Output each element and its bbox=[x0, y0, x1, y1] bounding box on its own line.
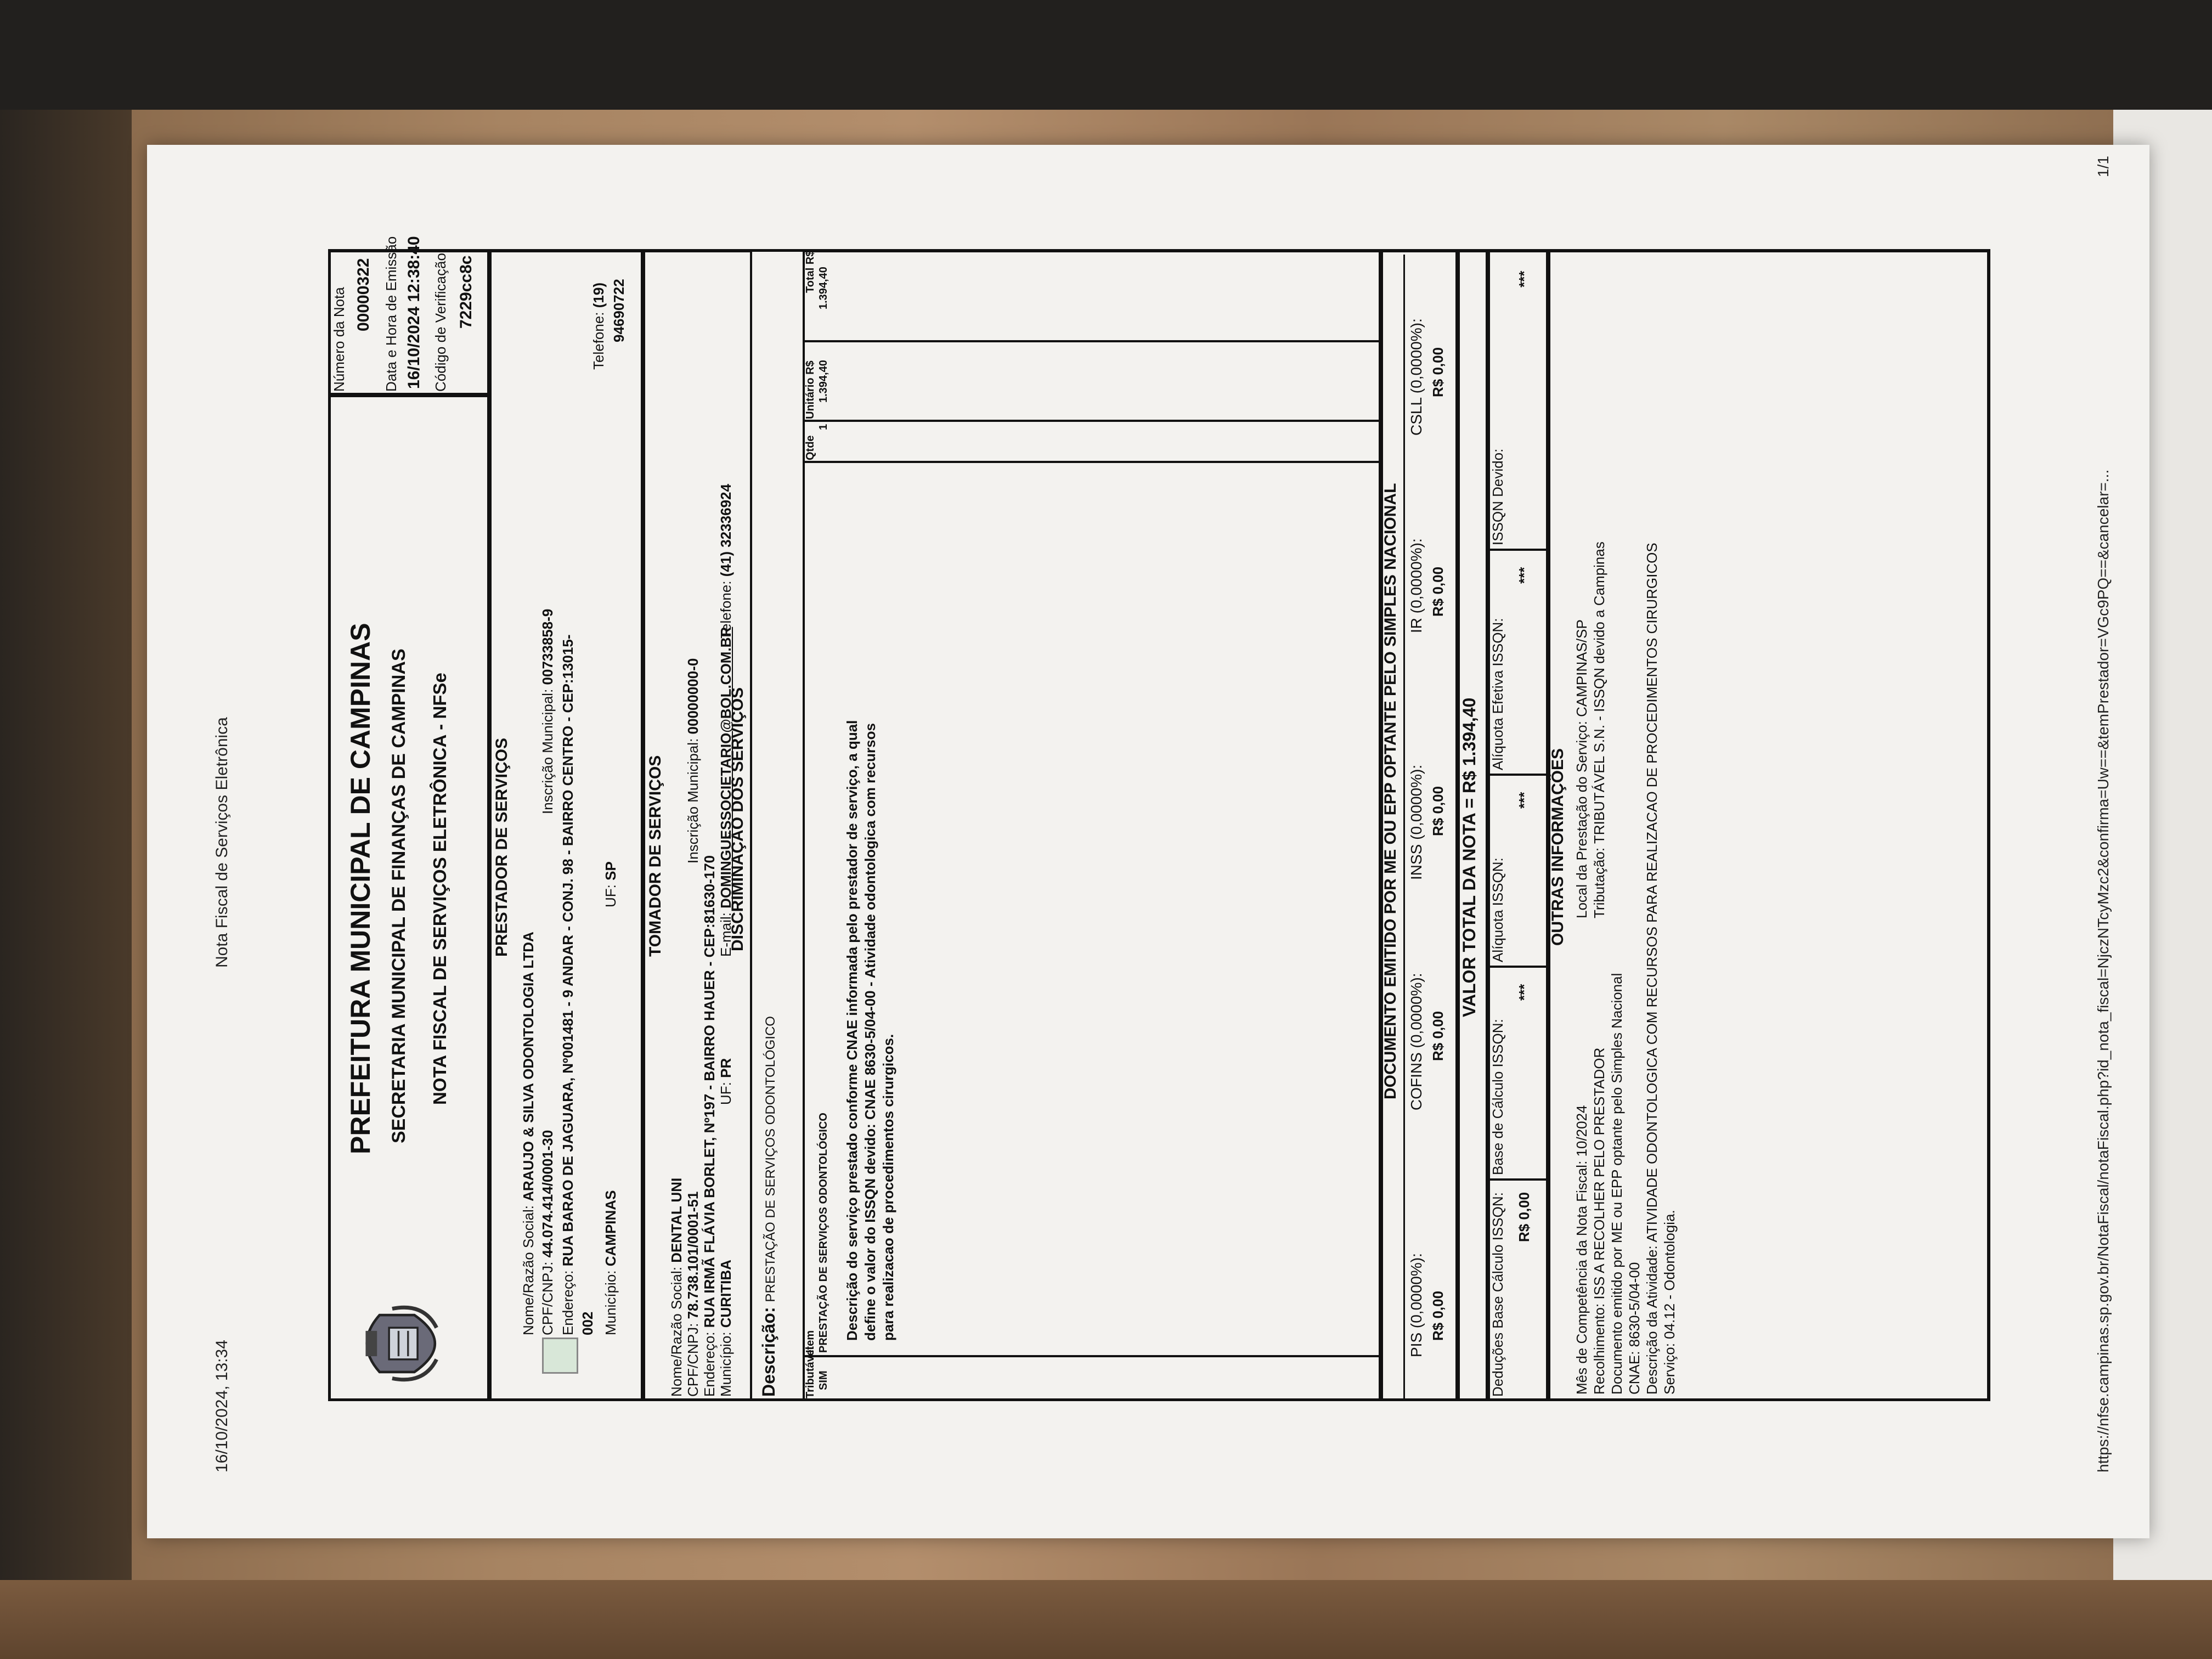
tomador-email-label: E-mail: bbox=[718, 912, 734, 957]
tomador-nome: DENTAL UNI bbox=[668, 1177, 685, 1263]
col-total-header: Total R$ bbox=[804, 250, 816, 293]
numero-nota-label: Número da Nota bbox=[331, 287, 347, 392]
verificacao-label: Código de Verificação bbox=[432, 253, 449, 392]
tomador-municipio-line bbox=[718, 1260, 735, 1397]
print-page-number: 1/1 bbox=[2095, 156, 2112, 177]
aliquota-value: *** bbox=[1516, 792, 1532, 809]
prestador-municipio-line bbox=[602, 1190, 619, 1335]
cofins-label: COFINS (0,0000%): bbox=[1408, 973, 1425, 1110]
printed-invoice-sheet bbox=[147, 145, 2149, 1538]
pis-value: R$ 0,00 bbox=[1430, 1290, 1446, 1341]
outras-left-4: CNAE: 8630-5/04-00 bbox=[1626, 1262, 1643, 1395]
cofins-value: R$ 0,00 bbox=[1430, 1011, 1446, 1061]
prestador-telefone-ddd: (19) bbox=[590, 282, 607, 308]
obs-line-2: define o valor do ISSQN devido: CNAE 8630-5/04-00 - Atividade odontologica com recursos bbox=[862, 723, 878, 1341]
prestador-uf: SP bbox=[602, 861, 619, 881]
tomador-heading: TOMADOR DE SERVIÇOS bbox=[646, 755, 664, 957]
row-unitario: 1.394,40 bbox=[817, 360, 830, 403]
prestador-telefone-line bbox=[590, 283, 607, 370]
simples-divider bbox=[1403, 255, 1405, 1401]
issqn-devido-label: ISSQN Devido: bbox=[1489, 448, 1506, 545]
prestador-im: 00733858-9 bbox=[539, 608, 556, 685]
aliquota-label: Alíquota ISSQN: bbox=[1489, 857, 1506, 962]
prestador-heading: PRESTADOR DE SERVIÇOS bbox=[493, 738, 511, 957]
prestador-nome: ARAUJO & SILVA ODONTOLOGIA LTDA bbox=[520, 932, 537, 1201]
simples-heading: DOCUMENTO EMITIDO POR ME OU EPP OPTANTE PELO SIMPLES NACIONAL bbox=[1381, 483, 1400, 1099]
issqn-div-2 bbox=[1486, 966, 1546, 968]
issqn-div-1 bbox=[1486, 1178, 1546, 1181]
inss-label: INSS (0,0000%): bbox=[1408, 764, 1425, 880]
prestador-uf-label: UF: bbox=[602, 884, 619, 907]
issqn-devido-value: *** bbox=[1516, 270, 1532, 287]
inss-value: R$ 0,00 bbox=[1430, 786, 1446, 836]
tomador-uf: PR bbox=[718, 1058, 734, 1078]
tomador-endereco-label: Endereço: bbox=[701, 1331, 718, 1397]
prestador-municipio: CAMPINAS bbox=[602, 1190, 619, 1267]
descricao-line bbox=[759, 1016, 779, 1397]
tomador-municipio: CURITIBA bbox=[718, 1260, 734, 1328]
prestador-cnpj-label: CPF/CNPJ: bbox=[539, 1261, 556, 1335]
table-edge bbox=[0, 1580, 2212, 1659]
descricao-text: PRESTAÇÃO DE SERVIÇOS ODONTOLÓGICO bbox=[763, 1016, 778, 1302]
prestador-cnpj-line bbox=[539, 1130, 556, 1335]
emissao-datetime: 16/10/2024 12:38:40 bbox=[405, 236, 423, 389]
aliquota-efetiva-value: *** bbox=[1516, 567, 1532, 584]
prestador-telefone: 94690722 bbox=[611, 279, 627, 342]
valor-total: VALOR TOTAL DA NOTA = R$ 1.394,40 bbox=[1459, 697, 1479, 1017]
col-unitario-header: Unitário R$ bbox=[804, 360, 816, 419]
nfse-doc-type: NOTA FISCAL DE SERVIÇOS ELETRÔNICA - NFSe bbox=[430, 673, 450, 1105]
prestador-endereco-cont: 002 bbox=[579, 1311, 596, 1335]
tomador-telefone-label: Telefone: bbox=[718, 580, 734, 639]
discriminacao-heading: DISCRIMINAÇÃO DOS SERVIÇOS bbox=[729, 687, 747, 951]
print-url: https://nfse.campinas.sp.gov.br/NotaFiscal/notaFiscal.php?id_nota_fiscal=NjczNTcyMzc2&confirma=Uw==&temPrestador=VGc9PQ==&cancelar=... bbox=[2095, 469, 2112, 1472]
print-header bbox=[213, 211, 235, 1472]
col-divider-2 bbox=[803, 461, 1379, 463]
dark-background bbox=[0, 0, 2212, 110]
prestador-nome-label: Nome/Razão Social: bbox=[520, 1205, 537, 1335]
row-total: 1.394,40 bbox=[817, 267, 830, 309]
tomador-nome-label: Nome/Razão Social: bbox=[668, 1267, 685, 1397]
tomador-im-line bbox=[685, 658, 702, 864]
prefeitura-title: PREFEITURA MUNICIPAL DE CAMPINAS bbox=[345, 623, 376, 1154]
prestador-im-label: Inscrição Municipal: bbox=[539, 689, 556, 814]
tomador-municipio-label: Município: bbox=[718, 1331, 734, 1397]
codigo-verificacao: 7229cc8c bbox=[457, 255, 475, 329]
table-shadow bbox=[0, 0, 132, 1659]
deducoes-label: Deduções Base Cálculo ISSQN: bbox=[1489, 1192, 1506, 1397]
city-crest-icon bbox=[350, 1302, 460, 1385]
base-calculo-value: *** bbox=[1516, 984, 1532, 1001]
tomador-im-label: Inscrição Municipal: bbox=[685, 738, 701, 864]
aliquota-efetiva-label: Alíquota Efetiva ISSQN: bbox=[1489, 618, 1506, 770]
outras-right-1: Local da Prestação do Serviço: CAMPINAS/SP bbox=[1573, 619, 1590, 918]
emissao-label: Data e Hora de Emissão bbox=[383, 236, 399, 392]
issqn-div-3 bbox=[1486, 774, 1546, 776]
prestador-nome-line bbox=[520, 932, 537, 1335]
tomador-endereco-line bbox=[701, 855, 718, 1397]
obs-line-3: para realizacao de procedimentos cirurgicos. bbox=[880, 1034, 896, 1341]
row-item: PRESTAÇÃO DE SERVIÇOS ODONTOLÓGICO bbox=[817, 1113, 830, 1353]
tomador-uf-line bbox=[718, 1058, 735, 1105]
tomador-cnpj-line bbox=[685, 1192, 702, 1397]
col-qtde-header: Qtde bbox=[804, 435, 816, 460]
outras-left-1: Mês de Competência da Nota Fiscal: 10/2024 bbox=[1573, 1105, 1590, 1395]
tomador-endereco: RUA IRMÃ FLÁVIA BORLET, Nº197 - BAIRRO HAUER - CEP:81630-170 bbox=[701, 855, 718, 1328]
outras-heading: OUTRAS INFORMAÇÕES bbox=[1549, 748, 1567, 946]
base-calculo-label: Base de Cálculo ISSQN: bbox=[1489, 1019, 1506, 1175]
prestador-telefone-label: Telefone: bbox=[590, 312, 607, 370]
ir-value: R$ 0,00 bbox=[1430, 566, 1446, 617]
outras-left-5: Descrição da Atividade: ATIVIDADE ODONTOLOGICA COM RECURSOS PARA REALIZACAO DE PROCEDIMENTOS CIRURGICOS bbox=[1644, 543, 1660, 1395]
issqn-div-4 bbox=[1486, 549, 1546, 551]
prestador-uf-line bbox=[602, 861, 619, 907]
row-tributavel: SIM bbox=[817, 1370, 830, 1390]
outras-left-6: Serviço: 04.12 - Odontologia. bbox=[1661, 1210, 1678, 1395]
tomador-uf-label: UF: bbox=[718, 1082, 734, 1105]
col-item-header: Item bbox=[804, 1330, 816, 1353]
prestador-endereco-label: Endereço: bbox=[560, 1270, 576, 1335]
ir-label: IR (0,0000%): bbox=[1408, 538, 1425, 633]
prestador-endereco: RUA BARAO DE JAGUARA, Nº001481 - 9 ANDAR - CONJ. 98 - BAIRRO CENTRO - CEP:13015- bbox=[560, 634, 576, 1267]
descricao-label: Descrição: bbox=[759, 1307, 778, 1397]
col-divider-3 bbox=[803, 420, 1379, 422]
outras-left-2: Recolhimento: ISS A RECOLHER PELO PRESTADOR bbox=[1591, 1047, 1607, 1395]
col-divider-4 bbox=[803, 340, 1379, 342]
prestador-im-line bbox=[539, 609, 556, 814]
csll-value: R$ 0,00 bbox=[1430, 347, 1446, 397]
print-datetime: 16/10/2024, 13:34 bbox=[213, 1340, 231, 1472]
col-tributavel-header: Tributável bbox=[804, 1346, 816, 1398]
tomador-telefone-line bbox=[718, 484, 735, 639]
prestador-cnpj: 44.074.414/0001-30 bbox=[539, 1130, 556, 1258]
outras-right-2: Tributação: TRIBUTÁVEL S.N. - ISSQN devido a Campinas bbox=[1591, 541, 1607, 918]
pis-label: PIS (0,0000%): bbox=[1408, 1253, 1425, 1357]
obs-line-1: Descrição do serviço prestado conforme CNAE informada pelo prestador de serviço, a qual bbox=[844, 720, 860, 1341]
tomador-telefone: (41) 32336924 bbox=[718, 484, 734, 577]
tomador-nome-line bbox=[668, 1178, 685, 1397]
tomador-cnpj-label: CPF/CNPJ: bbox=[685, 1323, 701, 1397]
secretaria-subtitle: SECRETARIA MUNICIPAL DE FINANÇAS DE CAMPINAS bbox=[388, 648, 409, 1143]
tomador-email: DOMINGUESSOCIETARIO@BOL.COM.BR bbox=[718, 627, 734, 909]
prestador-logo-placeholder bbox=[542, 1338, 578, 1374]
outras-left-3: Documento emitido por ME ou EPP optante pelo Simples Nacional bbox=[1609, 973, 1625, 1395]
numero-nota: 00000322 bbox=[354, 258, 373, 331]
deducoes-value: R$ 0,00 bbox=[1516, 1192, 1532, 1242]
prestador-municipio-label: Município: bbox=[602, 1270, 619, 1335]
col-divider-1 bbox=[803, 1355, 1379, 1357]
tomador-im: 00000000-0 bbox=[685, 658, 701, 735]
print-title: Nota Fiscal de Serviços Eletrônica bbox=[213, 717, 231, 968]
row-qtde: 1 bbox=[817, 424, 830, 430]
prestador-endereco-line bbox=[560, 634, 577, 1335]
tomador-cnpj: 78.738.101/0001-51 bbox=[685, 1191, 701, 1319]
csll-label: CSLL (0,0000%): bbox=[1408, 318, 1425, 436]
